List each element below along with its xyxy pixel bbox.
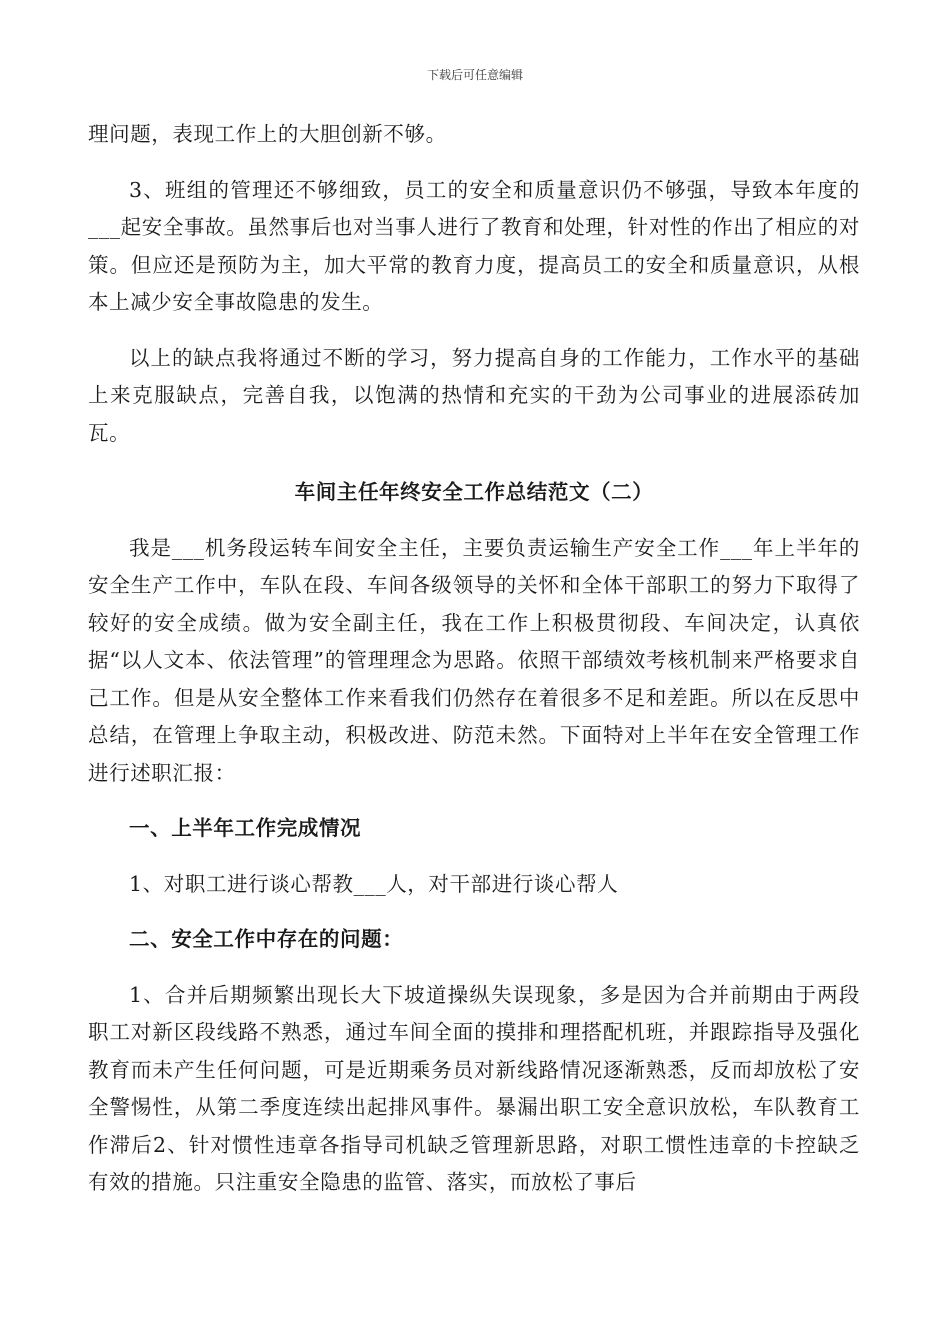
section-title: 车间主任年终安全工作总结范文（二） (294, 480, 654, 504)
paragraph-continuation: 理问题，表现工作上的大胆创新不够。 (88, 122, 447, 146)
paragraph-problem-1: 1、合并后期频繁出现长大下坡道操纵失误现象，多是因为合并前期由于两段职工对新区段线路不熟悉，通过车间全面的摸排和理搭配机班，并跟踪指导及强化教育而未产生任何问题，可是近期乘务员对新线路情况逐渐熟悉，反而却放松了安全警惕性，从第二季度连续出起排风事件。暴漏出职工安全意识放松，车队教育工作滞后2、针对惯性违章各指导司机缺乏管理新思路，对职工惯性违章的卡控缺乏有效的措施。只注重安全隐患的监管、落实，而放松了事后 (88, 982, 860, 1194)
paragraph-conclusion: 以上的缺点我将通过不断的学习，努力提高自身的工作能力，工作水平的基础上来克服缺点，完善自我，以饱满的热情和充实的干劲为公司事业的进展添砖加瓦。 (88, 345, 860, 445)
heading-problems: 二、安全工作中存在的问题： (129, 927, 404, 951)
page-header: 下载后可任意编辑 (426, 68, 523, 82)
paragraph-intro: 我是___机务段运转车间安全主任，主要负责运输生产安全工作___年上半年的安全生产工作中，车队在段、车间各级领导的关怀和全体干部职工的努力下取得了较好的安全成绩。做为安全副主任，我在工作上积极贯彻段、车间决定，认真依据“以人文本、依法管理”的管理理念为思路。依照干部绩效考核机制来严格要求自己工作。但是从安全整体工作来看我们仍然存在着很多不足和差距。所以在反思中总结，在管理上争取主动，积极改进、防范未然。下面特对上半年在安全管理工作进行述职汇报： (88, 535, 860, 785)
document-body (88, 116, 860, 1202)
paragraph-item-1: 1、对职工进行谈心帮教___人，对干部进行谈心帮人 (129, 871, 619, 896)
paragraph-item-3: 3、班组的管理还不够细致，员工的安全和质量意识仍不够强，导致本年度的___起安全事故。虽然事后也对当事人进行了教育和处理，针对性的作出了相应的对策。但应还是预防为主，加大平常的教育力度，提高员工的安全和质量意识，从根本上减少安全事故隐患的发生。 (88, 177, 860, 314)
heading-work-completion: 一、上半年工作完成情况 (129, 816, 362, 840)
